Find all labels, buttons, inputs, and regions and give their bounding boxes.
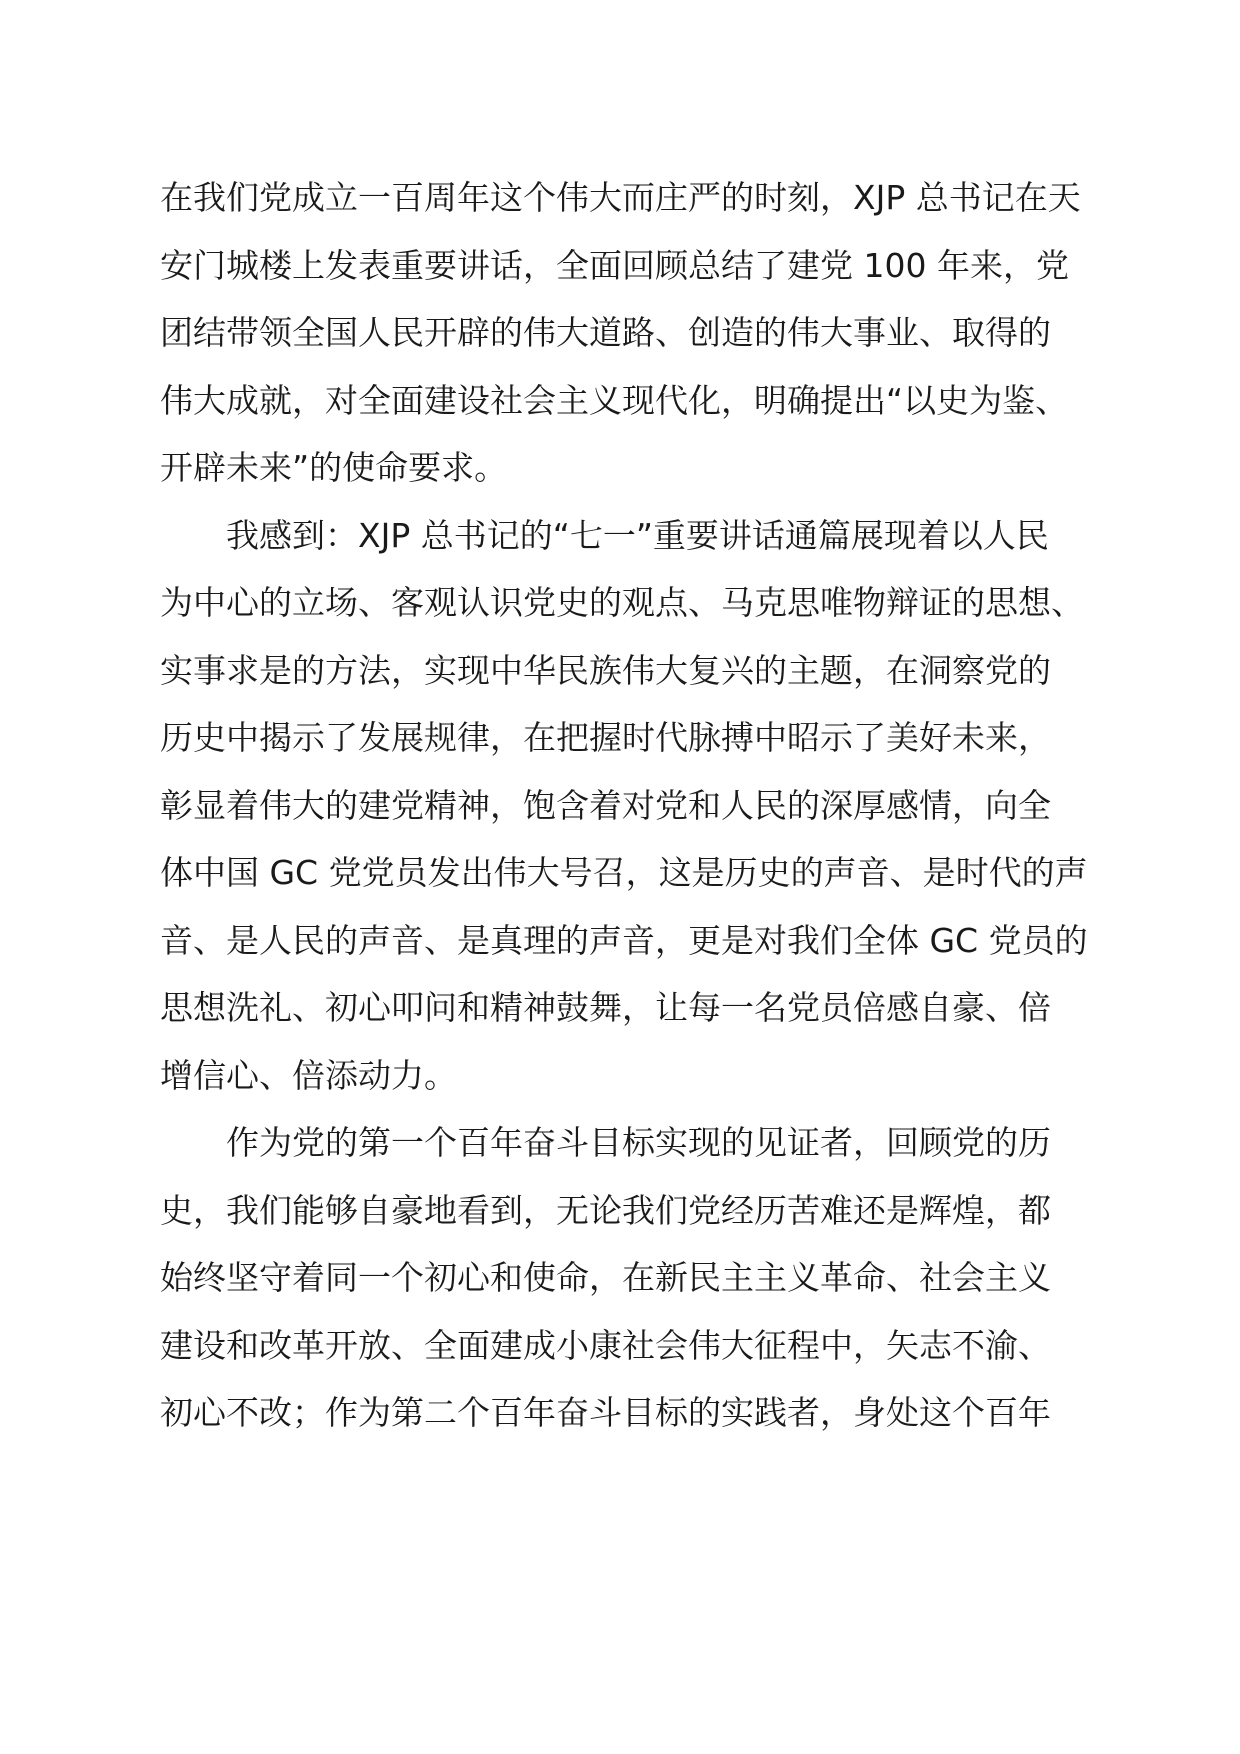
text-line: 团结带领全国人民开辟的伟大道路、创造的伟大事业、取得的 xyxy=(160,313,1051,352)
text-line: 音、是人民的声音、是真理的声音，更是对我们全体 GC 党员的 xyxy=(160,920,1088,960)
paragraph-first-line: 作为党的第一个百年奋斗目标实现的见证者，回顾党的历 xyxy=(226,1123,1051,1162)
text-line: 始终坚守着同一个初心和使命，在新民主主义革命、社会主义 xyxy=(160,1258,1051,1297)
text-line: 增信心、倍添动力。 xyxy=(160,1055,457,1095)
text-line: 初心不改；作为第二个百年奋斗目标的实践者，身处这个百年 xyxy=(160,1393,1051,1432)
text-line: 实事求是的方法，实现中华民族伟大复兴的主题，在洞察党的 xyxy=(160,650,1051,690)
text-line: 彰显着伟大的建党精神，饱含着对党和人民的深厚感情，向全 xyxy=(160,785,1051,825)
text-line: 安门城楼上发表重要讲话，全面回顾总结了建党 100 年来，党 xyxy=(160,245,1069,285)
text-line: 建设和改革开放、全面建成小康社会伟大征程中，矢志不渝、 xyxy=(160,1325,1051,1365)
text-line: 伟大成就，对全面建设社会主义现代化，明确提出“以史为鉴、 xyxy=(160,380,1069,420)
paragraph-first-line: 我感到：XJP 总书记的“七一”重要讲话通篇展现着以人民 xyxy=(226,515,1049,555)
text-line: 思想洗礼、初心叩问和精神鼓舞，让每一名党员倍感自豪、倍 xyxy=(160,988,1051,1027)
text-line: 史，我们能够自豪地看到，无论我们党经历苦难还是辉煌，都 xyxy=(160,1190,1051,1230)
text-line: 为中心的立场、客观认识党史的观点、马克思唯物辩证的思想、 xyxy=(160,583,1084,622)
text-line: 历史中揭示了发展规律，在把握时代脉搏中昭示了美好未来， xyxy=(160,718,1051,757)
text-line: 开辟未来”的使命要求。 xyxy=(160,448,508,487)
text-line: 在我们党成立一百周年这个伟大而庄严的时刻，XJP 总书记在天 xyxy=(160,178,1081,217)
text-line: 体中国 GC 党党员发出伟大号召，这是历史的声音、是时代的声 xyxy=(160,853,1088,892)
document-body xyxy=(160,164,1120,1447)
